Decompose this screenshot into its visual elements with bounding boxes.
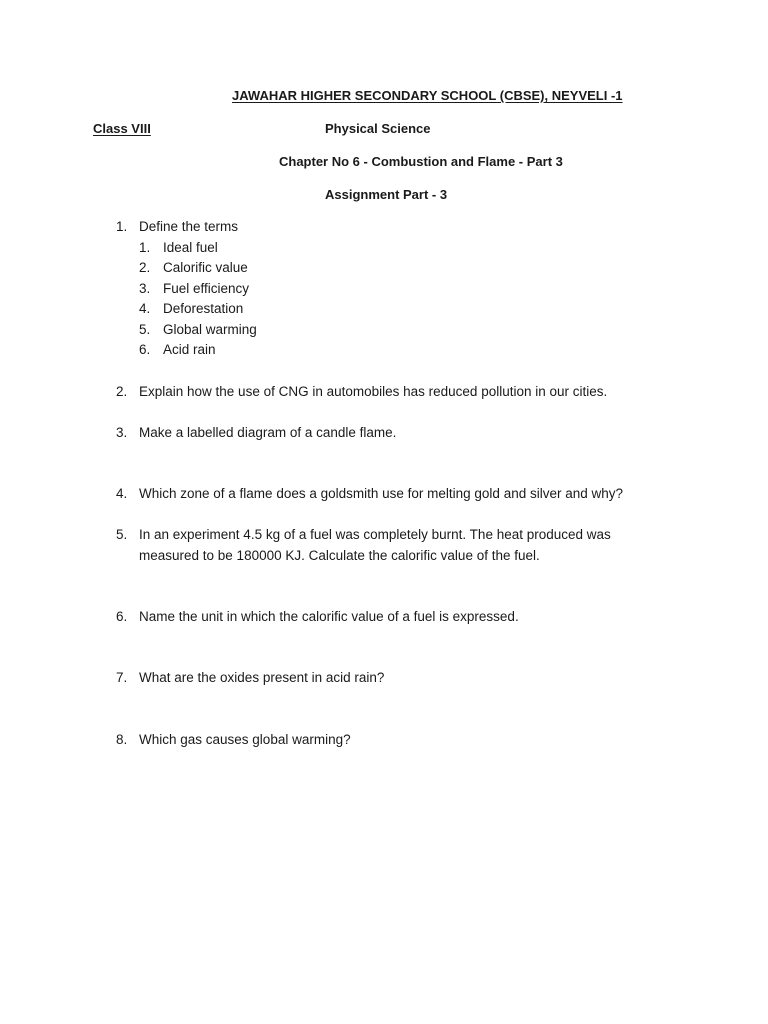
question-number: 8. <box>116 732 128 747</box>
question-text: Define the terms <box>139 219 239 234</box>
chapter-title: Chapter No 6 - Combustion and Flame - Part 3 <box>279 154 563 169</box>
subitem-text: Calorific value <box>163 260 248 275</box>
question-text: Name the unit in which the calorific value of a fuel is expressed. <box>139 609 519 624</box>
question-number: 4. <box>116 486 128 501</box>
question-text: Which gas causes global warming? <box>139 732 351 747</box>
subitem-number: 3. <box>139 281 151 296</box>
question-number: 2. <box>116 384 128 399</box>
subitem-text: Global warming <box>163 322 257 337</box>
question-text: Make a labelled diagram of a candle flame. <box>139 425 397 440</box>
class-label: Class VIII <box>93 121 151 136</box>
question-number: 1. <box>116 219 128 234</box>
subitem-number: 5. <box>139 322 151 337</box>
question-number: 6. <box>116 609 128 624</box>
subitem-text: Deforestation <box>163 301 244 316</box>
subitem-number: 1. <box>139 240 151 255</box>
subitem-text: Ideal fuel <box>163 240 218 255</box>
subitem-number: 2. <box>139 260 151 275</box>
question-text: Explain how the use of CNG in automobiles has reduced pollution in our cities. <box>139 384 608 399</box>
school-title: JAWAHAR HIGHER SECONDARY SCHOOL (CBSE), NEYVELI -1 <box>232 88 623 103</box>
question-number: 5. <box>116 527 128 542</box>
subject-title: Physical Science <box>325 121 431 136</box>
subitem-number: 4. <box>139 301 151 316</box>
question-number: 7. <box>116 670 128 685</box>
subitem-text: Acid rain <box>163 342 216 357</box>
question-text-line2: measured to be 180000 KJ. Calculate the calorific value of the fuel. <box>139 548 540 563</box>
subitem-number: 6. <box>139 342 151 357</box>
question-text: What are the oxides present in acid rain? <box>139 670 385 685</box>
question-number: 3. <box>116 425 128 440</box>
subitem-text: Fuel efficiency <box>163 281 250 296</box>
assignment-title: Assignment Part - 3 <box>325 187 448 202</box>
question-text: In an experiment 4.5 kg of a fuel was completely burnt. The heat produced was <box>139 527 611 542</box>
question-text: Which zone of a flame does a goldsmith use for melting gold and silver and why? <box>139 486 624 501</box>
